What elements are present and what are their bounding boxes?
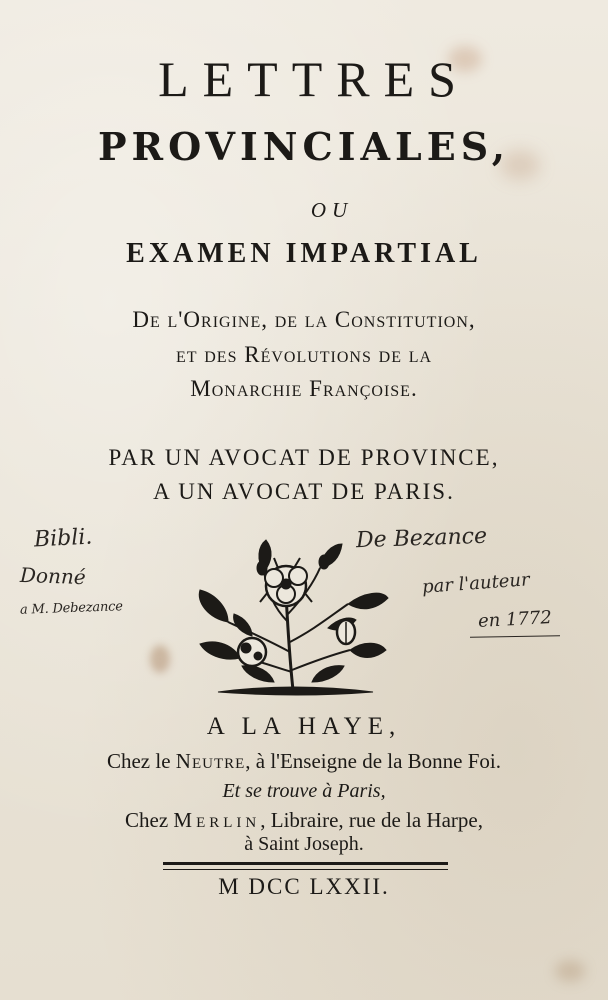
imprint-publisher-1: [0, 749, 608, 774]
publisher-2-prefix: Chez: [125, 808, 174, 832]
title-connector: OU: [310, 198, 354, 222]
byline-line-2: A UN AVOCAT DE PARIS.: [153, 479, 455, 504]
inscription-donne: Donné: [19, 562, 87, 590]
inscription-recipient: a M. Debezance: [19, 599, 123, 618]
publisher-2-name: Merlin: [173, 808, 261, 832]
imprint-year: M DCC LXXII.: [218, 874, 390, 899]
inscription-par-lauteur: par l'auteur: [421, 569, 531, 598]
imprint-publisher-2: [0, 808, 608, 833]
title-line-1: LETTRES: [158, 51, 470, 107]
subtitle-line-3: Monarchie Françoise.: [190, 376, 418, 401]
double-rule-divider: [163, 862, 448, 870]
publisher-1-suffix: , à l'Enseigne de la Bonne Foi.: [245, 749, 502, 773]
publisher-2-suffix: , Libraire, rue de la Harpe,: [260, 808, 483, 832]
imprint-also-sold: Et se trouve à Paris,: [222, 780, 386, 802]
imprint-publisher-2-address: à Saint Joseph.: [244, 833, 364, 855]
byline-line-1: PAR UN AVOCAT DE PROVINCE,: [108, 445, 500, 470]
inscription-underline: [470, 635, 560, 638]
publisher-1-name: Neutre: [175, 749, 246, 773]
title-line-3: EXAMEN IMPARTIAL: [126, 238, 482, 269]
foxing-spot: [150, 645, 170, 673]
publisher-1-prefix: Chez le: [106, 749, 176, 773]
subtitle-line-2: et des Révolutions de la: [175, 342, 433, 367]
inscription-bibli: Bibli.: [33, 524, 93, 553]
imprint-place: A LA HAYE,: [206, 713, 402, 740]
inscription-de-bezance: De Bezance: [355, 523, 488, 554]
flower-vignette-icon: [178, 532, 408, 702]
foxing-spot: [555, 960, 585, 982]
subtitle-line-1: De l'Origine, de la Constitution,: [132, 307, 476, 332]
title-line-2: PROVINCIALES,: [97, 124, 511, 169]
inscription-year: en 1772: [477, 607, 553, 632]
